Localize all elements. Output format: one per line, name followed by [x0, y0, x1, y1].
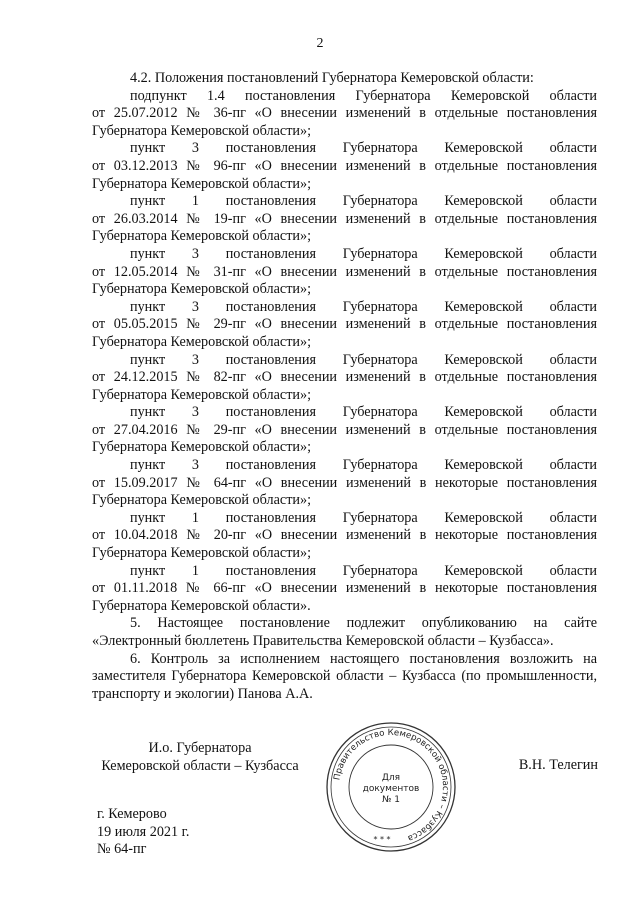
provision-item — [92, 510, 597, 563]
provision-line-2: от 03.12.2013 № 96-пг «О внесении изменений в отдельные постановления — [92, 157, 597, 174]
provision-line-1: пункт 3 постановления Губернатора Кемеровской области — [130, 140, 597, 157]
provisions-list — [92, 88, 597, 616]
signatory-title-line1: И.о. Губернатора — [148, 740, 252, 756]
paragraph-6: 6. Контроль за исполнением настоящего постановления возложить на заместителя Губернатора Кемеровской области – Кузбасса (по промышленности, транспорту и экологии) Панова А.А. — [92, 650, 597, 702]
paragraph-5: 5. Настоящее постановление подлежит опубликованию на сайте «Электронный бюллетень Правительства Кемеровской области – Кузбасса». — [92, 615, 597, 649]
provision-line-1: пункт 3 постановления Губернатора Кемеровской области — [130, 457, 597, 474]
signatory-name: В.Н. Телегин — [518, 757, 598, 773]
provision-line-3: Губернатора Кемеровской области»; — [92, 545, 312, 562]
official-stamp — [324, 720, 458, 854]
provision-line-3: Губернатора Кемеровской области»; — [92, 439, 312, 456]
section-heading: 4.2. Положения постановлений Губернатора Кемеровской области: — [130, 70, 534, 86]
provision-line-2: от 12.05.2014 № 31-пг «О внесении изменений в отдельные постановления — [92, 263, 597, 280]
provision-line-2: от 26.03.2014 № 19-пг «О внесении изменений в отдельные постановления — [92, 210, 597, 227]
signatory-title — [90, 740, 310, 775]
provision-item — [92, 563, 597, 616]
provision-line-3: Губернатора Кемеровской области»; — [92, 175, 312, 192]
document-footer — [97, 806, 189, 859]
provision-line-3: Губернатора Кемеровской области»; — [92, 281, 312, 298]
provision-line-2: от 25.07.2012 № 36-пг «О внесении изменений в отдельные постановления — [92, 105, 597, 122]
provision-item — [92, 404, 597, 457]
provision-line-3: Губернатора Кемеровской области»; — [92, 333, 312, 350]
provision-line-2: от 27.04.2016 № 29-пг «О внесении изменений в отдельные постановления — [92, 421, 597, 438]
provision-line-2: от 10.04.2018 № 20-пг «О внесении изменений в некоторые постановления — [92, 527, 597, 544]
provision-line-3: Губернатора Кемеровской области»; — [92, 386, 312, 403]
provision-line-3: Губернатора Кемеровской области». — [92, 597, 311, 614]
provision-item — [92, 193, 597, 246]
provision-item — [92, 299, 597, 352]
provision-line-3: Губернатора Кемеровской области»; — [92, 228, 312, 245]
provision-item — [92, 88, 597, 141]
document-body — [92, 70, 597, 703]
document-number: № 64-пг — [97, 841, 147, 858]
provision-item — [92, 140, 597, 193]
stamp-line2: документов — [362, 784, 420, 794]
stamp-line1: Для — [381, 773, 401, 783]
provision-line-1: пункт 3 постановления Губернатора Кемеровской области — [130, 298, 597, 315]
provision-line-1: пункт 1 постановления Губернатора Кемеровской области — [130, 562, 597, 579]
city: г. Кемерово — [97, 806, 167, 822]
provision-item — [92, 352, 597, 405]
provision-line-1: подпункт 1.4 постановления Губернатора Кемеровской области — [130, 87, 597, 104]
provision-line-3: Губернатора Кемеровской области»; — [92, 492, 312, 509]
provision-line-1: пункт 1 постановления Губернатора Кемеровской области — [130, 193, 597, 210]
stamp-stars: * * * — [373, 835, 391, 844]
provision-line-2: от 24.12.2015 № 82-пг «О внесении изменений в отдельные постановления — [92, 369, 597, 386]
stamp-line3: № 1 — [382, 795, 400, 805]
document-date: 19 июля 2021 г. — [97, 823, 190, 840]
provision-line-3: Губернатора Кемеровской области»; — [92, 122, 312, 139]
provision-line-1: пункт 3 постановления Губернатора Кемеровской области — [130, 245, 597, 262]
provision-item — [92, 246, 597, 299]
stamp-ring-text: Правительство Кемеровской области – Кузбасса — [332, 727, 451, 844]
page-number: 2 — [316, 36, 324, 51]
provision-line-2: от 01.11.2018 № 66-пг «О внесении изменений в некоторые постановления — [92, 580, 597, 597]
signatory-title-line2: Кемеровской области – Кузбасса — [101, 757, 299, 774]
provision-item — [92, 457, 597, 510]
provision-line-1: пункт 3 постановления Губернатора Кемеровской области — [130, 351, 597, 368]
provision-line-1: пункт 3 постановления Губернатора Кемеровской области — [130, 404, 597, 421]
provision-line-2: от 15.09.2017 № 64-пг «О внесении изменений в некоторые постановления — [92, 474, 597, 491]
provision-line-2: от 05.05.2015 № 29-пг «О внесении изменений в отдельные постановления — [92, 316, 597, 333]
provision-line-1: пункт 1 постановления Губернатора Кемеровской области — [130, 509, 597, 526]
